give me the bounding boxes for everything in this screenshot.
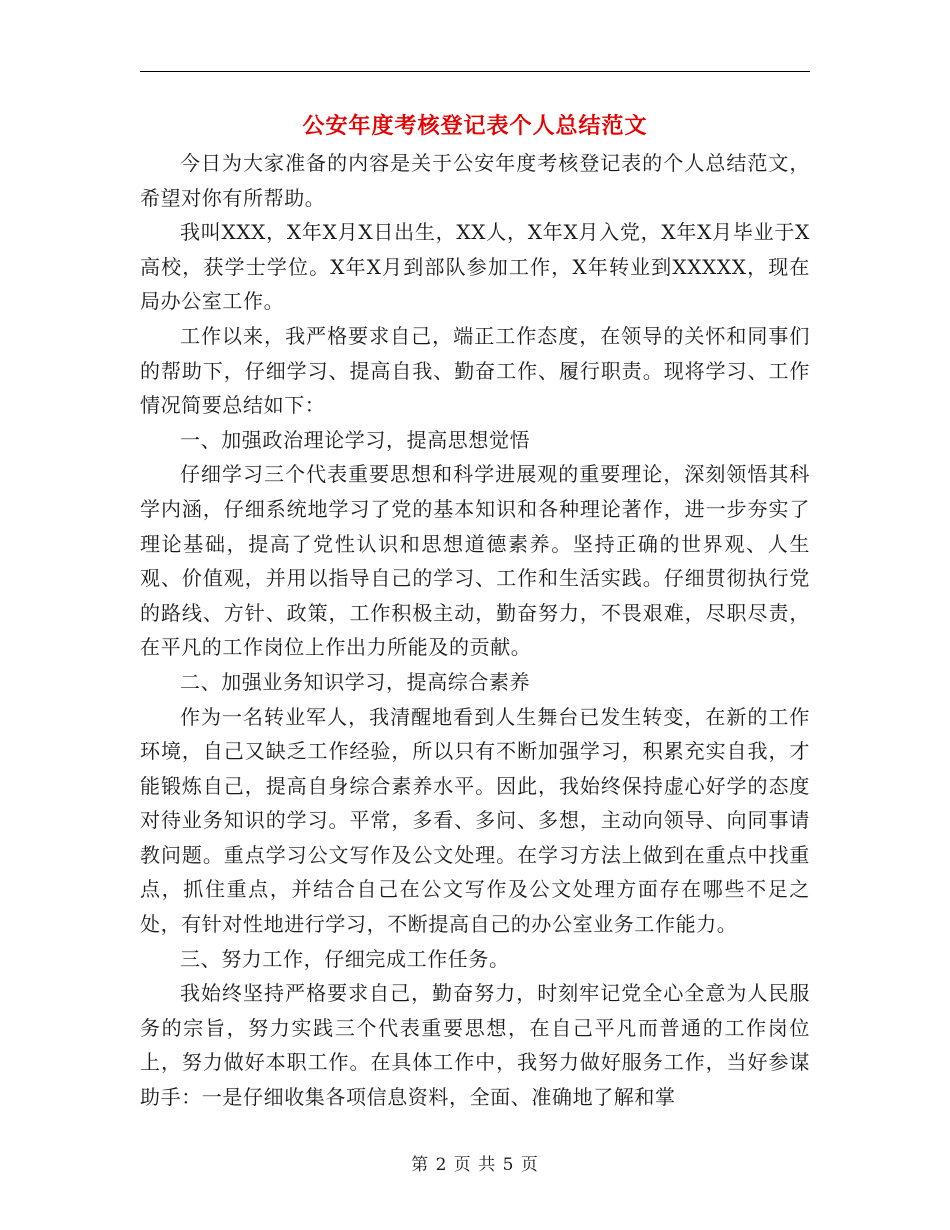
paragraph-overview: 工作以来，我严格要求自己，端正工作态度，在领导的关怀和同事们的帮助下，仔细学习、提高自我、勤奋工作、履行职责。现将学习、工作情况简要总结如下： [140,323,810,418]
document-title: 公安年度考核登记表个人总结范文 [302,113,648,139]
paragraph-personal-info: 我叫XXX，X年X月X日出生，XX人，X年X月入党，X年X月毕业于X高校，获学士学位。X年X月到部队参加工作，X年转业到XXXXX，现在局办公室工作。 [140,220,810,314]
section-heading-1: 一、加强政治理论学习，提高思想觉悟 [180,427,531,452]
paragraph-section-3: 我始终坚持严格要求自己，勤奋努力，时刻牢记党全心全意为人民服务的宗旨，努力实践三个代表重要思想，在自己平凡而普通的工作岗位上，努力做好本职工作。在具体工作中，我努力做好服务工作，当好参谋助手：一是仔细收集各项信息资料，全面、准确地了解和掌 [140,981,810,1110]
section-heading-3: 三、努力工作，仔细完成工作任务。 [180,946,510,971]
paragraph-intro: 今日为大家准备的内容是关于公安年度考核登记表的个人总结范文，希望对你有所帮助。 [140,151,810,210]
paragraph-section-1: 仔细学习三个代表重要思想和科学进展观的重要理论，深刻领悟其科学内涵，仔细系统地学习了党的基本知识和各种理论著作，进一步夯实了理论基础，提高了党性认识和思想道德素养。坚持正确的世界观、人生观、价值观，并用以指导自己的学习、工作和生活实践。仔细贯彻执行党的路线、方针、政策，工作积极主动，勤奋努力，不畏艰难，尽职尽责，在平凡的工作岗位上作出力所能及的贡献。 [140,462,810,660]
section-heading-2: 二、加强业务知识学习，提高综合素养 [180,669,531,694]
document-body [140,146,810,1115]
paragraph-section-2: 作为一名转业军人，我清醒地看到人生舞台已发生转变，在新的工作环境，自己又缺乏工作经验，所以只有不断加强学习，积累充实自我，才能锻炼自己，提高自身综合素养水平。因此，我始终保持虚心好学的态度对待业务知识的学习。平常，多看、多问、多想，主动向领导、向同事请教问题。重点学习公文写作及公文处理。在学习方法上做到在重点中找重点，抓住重点，并结合自己在公文写作及公文处理方面存在哪些不足之处，有针对性地进行学习，不断提高自己的办公室业务工作能力。 [140,704,810,937]
page-number-footer: 第 2 页 共 5 页 [411,1155,539,1175]
header-rule [140,71,810,72]
